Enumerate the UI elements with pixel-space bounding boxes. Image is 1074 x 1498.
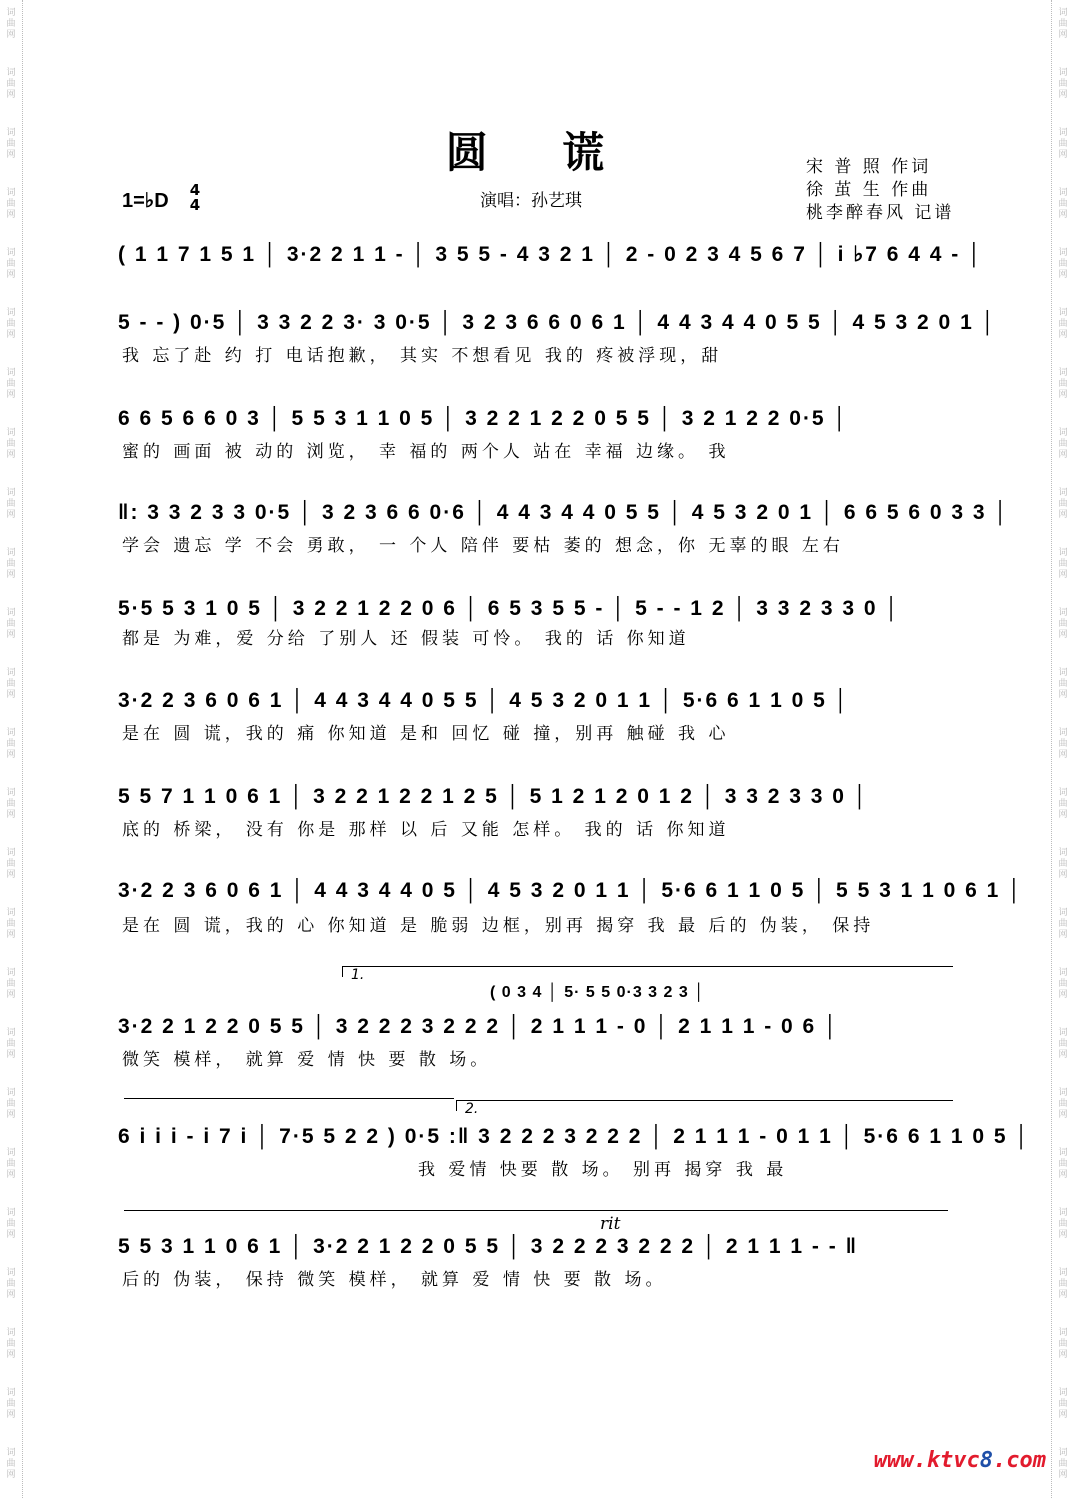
watermark-stamp: 词 曲 网: [6, 1148, 16, 1180]
watermark-stamp: 词 曲 网: [6, 848, 16, 880]
watermark-stamp: 词 曲 网: [1058, 8, 1068, 40]
watermark-stamp: 词 曲 网: [6, 968, 16, 1000]
lyrics: 微笑 模样， 就算 爱 情 快 要 散 场。: [122, 1050, 492, 1070]
site-watermark: [874, 1448, 1046, 1473]
watermark-stamp: 词 曲 网: [6, 188, 16, 220]
second-ending-bracket: [456, 1100, 953, 1117]
watermark-stamp: 词 曲 网: [6, 728, 16, 760]
second-ending-label: 2.: [465, 1101, 479, 1117]
watermark-stamp: 词 曲 网: [6, 68, 16, 100]
composer-credit: 徐 茧 生 作曲: [806, 180, 932, 200]
notation: 3·2 2 1 2 2 0 5 5 │ 3 2 2 2 3 2 2 2 │ 2 1 1 1 - 0 │ 2 1 1 1 - 0 6 │: [118, 1015, 840, 1038]
notation: ( 1 1 7 1 5 1 │ 3·2 2 1 1 - │ 3 5 5 - 4 3 2 1 │ 2 - 0 2 3 4 5 6 7 │ i ♭7 6 4 4 - │: [118, 243, 984, 266]
watermark-stamp: 词 曲 网: [1058, 1208, 1068, 1240]
lyrics: 后的 伪装， 保持 微笑 模样， 就算 爱 情 快 要 散 场。: [122, 1270, 667, 1290]
lyrics: 是在 圆 谎，我的 痛 你知道 是和 回忆 碰 撞，别再 触碰 我 心: [122, 724, 730, 744]
watermark-stamp: 词 曲 网: [1058, 968, 1068, 1000]
notation: 5·5 5 3 1 0 5 │ 3 2 2 1 2 2 0 6 │ 6 5 3 5 5 - │ 5 - - 1 2 │ 3 3 2 3 3 0 │: [118, 597, 901, 620]
time-signature: [186, 183, 204, 213]
watermark-stamp: 词 曲 网: [1058, 488, 1068, 520]
notation: 3·2 2 3 6 0 6 1 │ 4 4 3 4 4 0 5 5 │ 4 5 3 2 0 1 1 │ 5·6 6 1 1 0 5 │: [118, 689, 850, 712]
watermark-stamp: 词 曲 网: [1058, 1328, 1068, 1360]
notation: 3·2 2 3 6 0 6 1 │ 4 4 3 4 4 0 5 │ 4 5 3 2 0 1 1 │ 5·6 6 1 1 0 5 │ 5 5 3 1 1 0 6 1 │: [118, 879, 1024, 902]
meter-bottom: 4: [189, 196, 201, 214]
lyrics: 我 爱情 快要 散 场。 别再 揭穿 我 最: [418, 1160, 788, 1180]
notation: 6 i i i - i 7 i │ 7·5 5 2 2 ) 0·5 :‖ 3 2 2 2 3 2 2 2 │ 2 1 1 1 - 0 1 1 │ 5·6 6 1 1 0 5 │: [118, 1125, 1031, 1148]
watermark-stamp: 词 曲 网: [1058, 1388, 1068, 1420]
watermark-stamp: 词 曲 网: [6, 608, 16, 640]
notation: 5 5 3 1 1 0 6 1 │ 3·2 2 1 2 2 0 5 5 │ 3 2 2 2 3 2 2 2 │ 2 1 1 1 - - ‖: [118, 1235, 859, 1258]
watermark-stamp: 词 曲 网: [6, 668, 16, 700]
lyrics: 蜜的 画面 被 动的 浏览， 幸 福的 两个人 站在 幸福 边缘。 我: [122, 442, 730, 462]
lyrics: 我 忘了赴 约 打 电话抱歉， 其实 不想看见 我的 疼被浮现，甜: [122, 346, 723, 366]
watermark-stamp: 词 曲 网: [6, 8, 16, 40]
watermark-stamp: 词 曲 网: [1058, 908, 1068, 940]
watermark-stamp: 词 曲 网: [6, 1208, 16, 1240]
lyrics: 底的 桥梁， 没有 你是 那样 以 后 又能 怎样。 我的 话 你知道: [122, 820, 730, 840]
watermark-stamp: 词 曲 网: [1058, 728, 1068, 760]
watermark-stamp: 词 曲 网: [6, 488, 16, 520]
watermark-stamp: 词 曲 网: [6, 1268, 16, 1300]
watermark-stamp: 词 曲 网: [1058, 848, 1068, 880]
watermark-stamp: 词 曲 网: [1058, 128, 1068, 160]
lyrics: 学会 遗忘 学 不会 勇敢， 一 个人 陪伴 要枯 萎的 想念，你 无辜的眼 左右: [122, 536, 844, 556]
watermark-stamp: 词 曲 网: [6, 1328, 16, 1360]
site-part-3: .com: [993, 1448, 1046, 1473]
transcriber-credit: 桃李醉春风 记谱: [806, 203, 955, 223]
right-watermark-strip: [1051, 0, 1074, 1498]
lyricist-credit: 宋 普 照 作词: [806, 157, 932, 177]
watermark-stamp: 词 曲 网: [1058, 1148, 1068, 1180]
watermark-stamp: 词 曲 网: [6, 908, 16, 940]
first-ending-label: 1.: [351, 967, 365, 983]
watermark-stamp: 词 曲 网: [1058, 68, 1068, 100]
notation: 5 - - ) 0·5 │ 3 3 2 2 3· 3 0·5 │ 3 2 3 6 6 0 6 1 │ 4 4 3 4 4 0 5 5 │ 4 5 3 2 0 1 │: [118, 311, 997, 334]
song-title: 圆 谎: [445, 128, 635, 177]
watermark-stamp: 词 曲 网: [6, 1028, 16, 1060]
watermark-stamp: 词 曲 网: [1058, 308, 1068, 340]
watermark-stamp: 词 曲 网: [1058, 1088, 1068, 1120]
watermark-stamp: 词 曲 网: [1058, 668, 1068, 700]
meter-top: 4: [189, 181, 201, 199]
watermark-stamp: 词 曲 网: [1058, 368, 1068, 400]
notation: 6 6 5 6 6 0 3 │ 5 5 3 1 1 0 5 │ 3 2 2 1 2 2 0 5 5 │ 3 2 1 2 2 0·5 │: [118, 407, 849, 430]
notation: 5 5 7 1 1 0 6 1 │ 3 2 2 1 2 2 1 2 5 │ 5 1 2 1 2 0 1 2 │ 3 3 2 3 3 0 │: [118, 785, 869, 808]
watermark-stamp: 词 曲 网: [1058, 1448, 1068, 1480]
watermark-stamp: 词 曲 网: [6, 128, 16, 160]
key-signature: 1=♭D: [122, 190, 169, 212]
watermark-stamp: 词 曲 网: [6, 248, 16, 280]
watermark-stamp: 词 曲 网: [6, 548, 16, 580]
lyrics: 都是 为难，爱 分给 了别人 还 假装 可怜。 我的 话 你知道: [122, 629, 690, 649]
watermark-stamp: 词 曲 网: [1058, 1268, 1068, 1300]
watermark-stamp: 词 曲 网: [6, 788, 16, 820]
watermark-stamp: 词 曲 网: [1058, 608, 1068, 640]
watermark-stamp: 词 曲 网: [6, 428, 16, 460]
left-watermark-strip: [0, 0, 23, 1498]
watermark-stamp: 词 曲 网: [6, 1448, 16, 1480]
watermark-stamp: 词 曲 网: [6, 308, 16, 340]
watermark-stamp: 词 曲 网: [1058, 188, 1068, 220]
site-part-2: 8: [979, 1448, 994, 1473]
second-ending-continuation: [124, 1210, 948, 1213]
watermark-stamp: 词 曲 网: [1058, 548, 1068, 580]
singer-credit: 演唱：孙艺琪: [480, 191, 582, 211]
watermark-stamp: 词 曲 网: [6, 1088, 16, 1120]
site-part-1: www.ktvc: [873, 1448, 980, 1473]
watermark-stamp: 词 曲 网: [1058, 788, 1068, 820]
watermark-stamp: 词 曲 网: [6, 1388, 16, 1420]
watermark-stamp: 词 曲 网: [1058, 248, 1068, 280]
lyrics: 是在 圆 谎，我的 心 你知道 是 脆弱 边框，别再 揭穿 我 最 后的 伪装， 保持: [122, 916, 875, 936]
notation: ( 0 3 4 │ 5· 5 5 0·3 3 2 3 │: [490, 984, 706, 1001]
notation: ‖: 3 3 2 3 3 0·5 │ 3 2 3 6 6 0·6 │ 4 4 3 4 4 0 5 5 │ 4 5 3 2 0 1 │ 6 6 5 6 0 3 3 │: [118, 501, 1010, 524]
watermark-stamp: 词 曲 网: [1058, 428, 1068, 460]
ritardando-mark: rit: [600, 1214, 621, 1234]
watermark-stamp: 词 曲 网: [6, 368, 16, 400]
first-ending-continuation: [124, 1098, 454, 1101]
watermark-stamp: 词 曲 网: [1058, 1028, 1068, 1060]
